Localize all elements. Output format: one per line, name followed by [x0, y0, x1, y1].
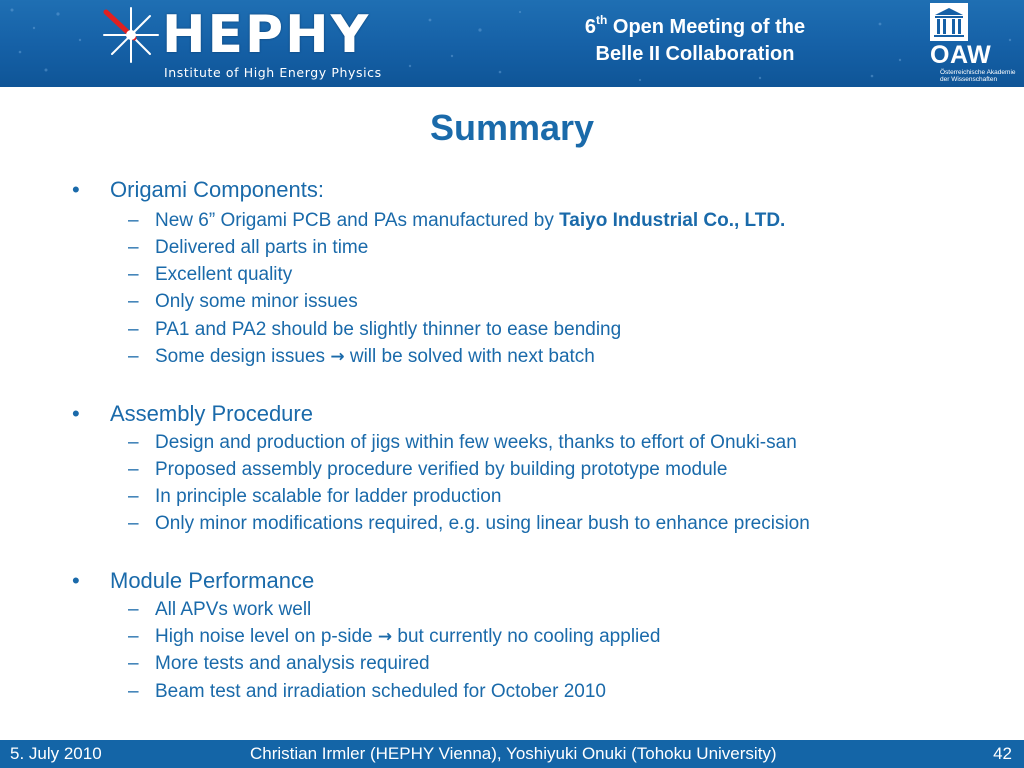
section-heading-assembly: • Assembly Procedure — [72, 401, 313, 426]
section-heading-origami: • Origami Components: — [72, 177, 324, 202]
slide-title: Summary — [429, 107, 595, 148]
list-item: – Design and production of jigs within few weeks, thanks to effort of Onuki-san — [128, 432, 797, 453]
bullet-icon: • — [72, 568, 80, 593]
list-item: – Only minor modifications required, e.g. using linear bush to enhance precision — [128, 513, 810, 534]
dash-icon: – — [128, 210, 139, 231]
list-item: – All APVs work well — [128, 599, 312, 620]
dash-icon: – — [128, 432, 139, 453]
right-arrow-icon: → — [377, 627, 393, 647]
meeting-title-line1: 6th Open Meeting of the — [584, 13, 806, 38]
particle-burst-icon — [100, 4, 162, 66]
list-item: – PA1 and PA2 should be slightly thinner to ease bending — [128, 319, 622, 340]
bullet-icon: • — [72, 401, 80, 426]
list-item: – Excellent quality — [128, 264, 293, 285]
company-name: Taiyo Industrial Co., LTD. — [559, 210, 786, 231]
footer-authors: Christian Irmler (HEPHY Vienna), Yoshiyuki Onuki (Tohoku University) — [250, 744, 777, 763]
dash-icon: – — [128, 346, 139, 367]
list-item: – High noise level on p-side → but currently no cooling applied — [128, 626, 661, 647]
page-number: 42 — [993, 744, 1012, 763]
list-item: – Only some minor issues — [128, 291, 358, 312]
hephy-wordmark: HEPHY — [162, 5, 371, 65]
list-item: – Delivered all parts in time — [128, 237, 369, 258]
oaw-wordmark: OAW — [930, 41, 992, 69]
dash-icon: – — [128, 459, 139, 480]
dash-icon: – — [128, 653, 139, 674]
dash-icon: – — [128, 264, 139, 285]
dash-icon: – — [128, 681, 139, 702]
bullet-icon: • — [72, 177, 80, 202]
meeting-title-line2: Belle II Collaboration — [595, 43, 795, 65]
list-item: – New 6” Origami PCB and PAs manufactured by Taiyo Industrial Co., LTD. — [128, 210, 786, 231]
dash-icon: – — [128, 291, 139, 312]
dash-icon: – — [128, 626, 139, 647]
list-item: – In principle scalable for ladder production — [128, 486, 502, 507]
dash-icon: – — [128, 237, 139, 258]
building-icon — [930, 3, 968, 41]
section-heading-module: • Module Performance — [72, 568, 315, 593]
hephy-subtitle: Institute of High Energy Physics — [164, 65, 382, 80]
list-item: – Some design issues → will be solved with next batch — [128, 346, 595, 367]
dash-icon: – — [128, 513, 139, 534]
footer-date: 5. July 2010 — [10, 744, 102, 763]
list-item: – More tests and analysis required — [128, 653, 430, 674]
dash-icon: – — [128, 319, 139, 340]
footer-bar — [0, 740, 1024, 768]
dash-icon: – — [128, 599, 139, 620]
list-item: – Proposed assembly procedure verified by building prototype module — [128, 459, 728, 480]
oaw-subtitle: Österreichische Akademie der Wissenschaften — [940, 69, 1016, 83]
dash-icon: – — [128, 486, 139, 507]
oaw-logo — [930, 3, 1018, 85]
hephy-logo — [100, 4, 400, 84]
header-banner — [0, 0, 1024, 87]
list-item: – Beam test and irradiation scheduled for October 2010 — [128, 681, 606, 702]
meeting-title — [530, 14, 860, 68]
right-arrow-icon: → — [330, 347, 345, 367]
